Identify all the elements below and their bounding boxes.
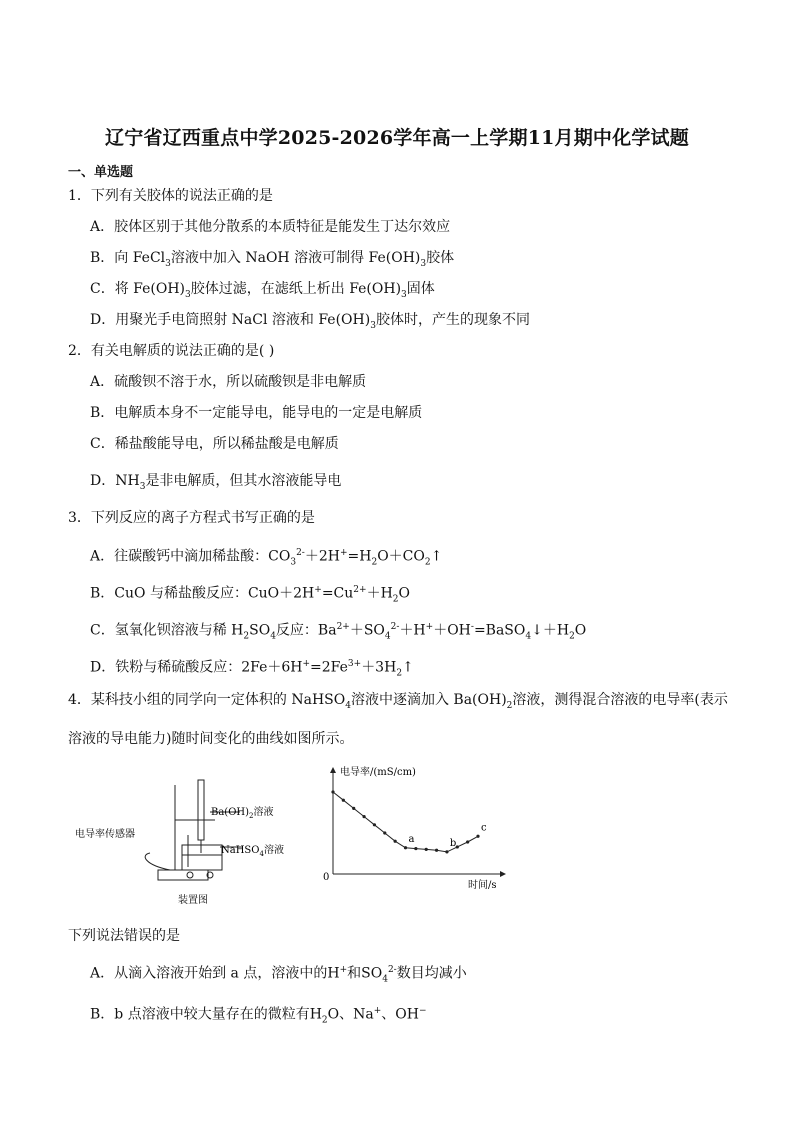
question-2-stem: 2．有关电解质的说法正确的是( ) <box>68 343 275 359</box>
data-point <box>476 835 479 838</box>
data-point <box>425 848 428 851</box>
q2-option-d: D．$NH_3$是非电解质，但其水溶液能导电 <box>90 473 342 492</box>
data-point <box>404 846 407 849</box>
data-point <box>394 840 397 843</box>
origin-label: 0 <box>323 872 330 883</box>
page-title: 辽宁省辽西重点中学2025-2026学年高一上学期11月期中化学试题 <box>105 127 689 149</box>
burette <box>198 780 204 840</box>
question-4-stem: 4．某科技小组的同学向一定体积的 NaHSO$_4$溶液中逐滴加入 $Ba(OH)_2$溶液，测得混合溶液的电导率(表示溶液的导电能力)随时间变化的曲线如图所示。 <box>68 692 728 747</box>
reagent-bottom-label: NaHSO$_4$溶液 <box>221 845 284 858</box>
question-3-stem: 3．下列反应的离子方程式书写正确的是 <box>68 510 315 526</box>
reagent-top-label: $Ba(OH)_2$溶液 <box>211 807 274 820</box>
q3-option-a: A．往碳酸钙中滴加稀盐酸：$CO_3^{2-}+2H^+=H_2O+CO_2↑$ <box>90 548 443 568</box>
point-label-c: c <box>481 822 487 834</box>
q1-option-d: D．用聚光手电筒照射 NaCl 溶液和 $Fe(OH)_3$胶体时，产生的现象不同 <box>90 312 530 331</box>
y-axis-label: 电导率/(mS/cm) <box>340 767 416 778</box>
x-axis-label: 时间/s <box>468 880 497 891</box>
q4-option-b: B．b 点溶液中较大量存在的微粒有$H_2O$、Na+、OH− <box>90 1006 427 1026</box>
q1-option-b: B．向 FeCl$_3$溶液中加入 NaOH 溶液可制得 $Fe(OH)_3$胶体 <box>90 250 455 269</box>
question-4-prompt: 下列说法错误的是 <box>68 928 180 944</box>
point-label-b: b <box>449 837 457 849</box>
data-point <box>342 799 345 802</box>
q2-option-c: C．稀盐酸能导电，所以稀盐酸是电解质 <box>90 436 339 452</box>
q3-option-b: B．CuO 与稀盐酸反应：$CuO+2H^+=Cu^{2+}+H_2O$ <box>90 585 411 605</box>
question-1-stem: 1．下列有关胶体的说法正确的是 <box>68 188 273 204</box>
apparatus-caption: 装置图 <box>178 895 208 906</box>
data-point <box>445 850 448 853</box>
q2-option-b: B．电解质本身不一定能导电，能导电的一定是电解质 <box>90 405 423 421</box>
apparatus-figure <box>70 775 300 910</box>
stand-base <box>158 870 208 880</box>
q3-option-c: C．氢氧化钡溶液与稀 $H_2SO_4$反应：$Ba^{2+}+SO_4^{2-}+H^++OH^-=BaSO_4↓+H_2O$ <box>90 622 587 642</box>
q2-option-a: A．硫酸钡不溶于水，所以硫酸钡是非电解质 <box>90 374 367 390</box>
data-point <box>435 849 438 852</box>
data-point <box>331 790 334 793</box>
q4-option-a: A．从滴入溶液开始到 a 点，溶液中的H+和$SO_4^{2-}$数目均减小 <box>90 965 467 985</box>
data-point <box>414 847 417 850</box>
data-point <box>383 831 386 834</box>
sensor-label: 电导率传感器 <box>75 829 135 840</box>
conductivity-graph <box>318 762 508 892</box>
data-point <box>362 815 365 818</box>
data-point <box>352 807 355 810</box>
knob-left <box>187 872 193 878</box>
section-heading: 一、单选题 <box>68 165 134 180</box>
data-point <box>373 823 376 826</box>
q1-option-c: C．将 $Fe(OH)_3$胶体过滤，在滤纸上析出 $Fe(OH)_3$固体 <box>90 281 435 300</box>
q3-option-d: D．铁粉与稀硫酸反应：$2Fe+6H^+=2Fe^{3+}+3H_2↑$ <box>90 659 414 679</box>
sensor-wire <box>145 853 170 870</box>
q1-option-a: A．胶体区别于其他分散系的本质特征是能发生丁达尔效应 <box>90 219 451 235</box>
point-label-a: a <box>408 833 415 845</box>
data-point <box>466 840 469 843</box>
